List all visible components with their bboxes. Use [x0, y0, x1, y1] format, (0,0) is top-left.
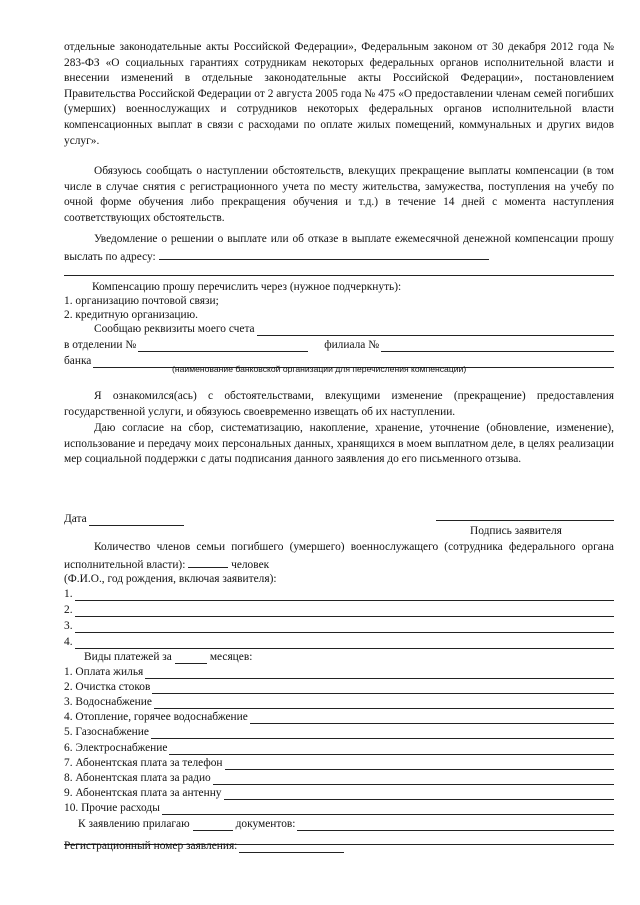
consent-paragraph: Даю согласие на сбор, систематизацию, накопление, хранение, уточнение (обновление, изменение), использование и передачу моих персональных данных, хранящихся в моем выплатном деле, в целях реализации мер социальной поддержки с даты подписания данного заявления до его письменного отзыва.	[64, 422, 614, 466]
date-field[interactable]	[89, 515, 184, 526]
family-row-number: 2.	[64, 604, 73, 616]
payment-label: 9. Абонентская плата за антенну	[64, 787, 222, 799]
family-row-field[interactable]	[75, 638, 614, 649]
attachments-row	[64, 817, 614, 831]
notice-text: Уведомление о решении о выплате или об отказе в выплате ежемесячной денежной компенсации прошу выслать по адресу:	[64, 233, 614, 263]
reg-label: Регистрационный номер заявления:	[64, 840, 238, 852]
filial-field[interactable]	[381, 341, 614, 352]
payment-row	[64, 665, 614, 679]
payment-field[interactable]	[250, 713, 614, 724]
attach-list-field[interactable]	[297, 820, 614, 831]
account-field[interactable]	[257, 325, 614, 336]
reg-row	[64, 839, 344, 853]
payment-row	[64, 695, 614, 709]
transfer-option-bank[interactable]	[64, 308, 614, 322]
payment-field[interactable]	[224, 789, 615, 800]
address-field[interactable]	[159, 248, 489, 260]
branch-label: в отделении №	[64, 339, 137, 351]
attach-count-field[interactable]	[193, 820, 233, 831]
payment-row	[64, 725, 614, 739]
obligation-paragraph: Обязуюсь сообщать о наступлении обстоятельств, влекущих прекращение выплаты компенсации (в том числе в случае снятия с регистрационного учета по месту жительства, замужества, поступления на учебу по очной форме обучения либо прекращения обучения и т.д.) в течение 14 дней с момента наступления соответствующих обстоятельств.	[64, 165, 614, 224]
transfer-prompt-text: Компенсацию прошу перечислить через (нужное подчеркнуть):	[92, 281, 402, 293]
family-row	[64, 603, 614, 617]
payment-field[interactable]	[169, 744, 614, 755]
family-unit: человек	[231, 558, 270, 571]
family-row	[64, 619, 614, 633]
transfer-option-bank-text: 2. кредитную организацию.	[64, 309, 198, 321]
payment-field[interactable]	[151, 728, 614, 739]
reg-number-field[interactable]	[239, 842, 344, 853]
bank-label: банка	[64, 355, 92, 367]
family-row-field[interactable]	[75, 590, 614, 601]
payment-field[interactable]	[213, 774, 614, 785]
family-row	[64, 587, 614, 601]
notice-paragraph	[64, 232, 614, 265]
account-row	[64, 322, 614, 336]
bank-caption: (наименование банковской организации для перечисления компенсации)	[172, 364, 467, 374]
family-count-text: Количество членов семьи погибшего (умершего) военнослужащего (сотрудника федерального органа исполнительной власти):	[64, 541, 614, 571]
payment-row	[64, 741, 614, 755]
payment-label: 5. Газоснабжение	[64, 726, 149, 738]
account-label: Сообщаю реквизиты моего счета	[94, 323, 255, 335]
transfer-option-post-text: 1. организацию почтовой связи;	[64, 295, 219, 307]
family-row-number: 1.	[64, 588, 73, 600]
address-line-2[interactable]	[64, 275, 614, 276]
payments-header	[64, 650, 614, 664]
payments-months-field[interactable]	[175, 653, 207, 664]
intro-paragraph: отдельные законодательные акты Российской Федерации», Федеральным законом от 30 декабря 2012 года № 283-ФЗ «О социальных гарантиях сотрудникам некоторых федеральных органов исполнительной власти и внесении изменений в отдельные законодательные акты Российской Федерации», постановлением Правительства Российской Федерации от 2 августа 2005 года № 475 «О предоставлении членам семей погибших (умерших) военнослужащих и сотрудников некоторых федеральных органов исполнительной власти компенсационных выплат в связи с расходами по оплате жилых помещений, коммунальных и других видов услуг».	[64, 41, 614, 147]
family-row	[64, 635, 614, 649]
payment-label: 1. Оплата жилья	[64, 666, 144, 678]
attach-prefix: К заявлению прилагаю	[78, 818, 190, 830]
signature-field[interactable]	[436, 520, 614, 521]
attach-suffix: документов:	[235, 818, 296, 830]
payment-row	[64, 801, 614, 815]
transfer-prompt	[64, 280, 614, 294]
family-count-paragraph	[64, 540, 614, 573]
transfer-option-post[interactable]	[64, 294, 614, 308]
payment-field[interactable]	[152, 683, 614, 694]
signature-label: Подпись заявителя	[470, 525, 562, 537]
filial-label: филиала №	[324, 339, 380, 351]
acknowledge-paragraph: Я ознакомился(ась) с обстоятельствами, влекущими изменение (прекращение) предоставления государственной услуги, и обязуюсь своевременно извещать об их наступлении.	[64, 390, 614, 418]
payment-label: 8. Абонентская плата за радио	[64, 772, 211, 784]
payment-row	[64, 710, 614, 724]
payments-suffix: месяцев:	[209, 651, 253, 663]
payment-row	[64, 786, 614, 800]
payment-field[interactable]	[154, 698, 614, 709]
payment-field[interactable]	[162, 804, 614, 815]
payment-label: 6. Электроснабжение	[64, 742, 168, 754]
payment-label: 10. Прочие расходы	[64, 802, 160, 814]
payments-prefix: Виды платежей за	[84, 651, 172, 663]
branch-row	[64, 338, 614, 352]
payment-row	[64, 680, 614, 694]
family-count-field[interactable]	[188, 556, 228, 568]
payment-field[interactable]	[225, 759, 614, 770]
payment-label: 7. Абонентская плата за телефон	[64, 757, 223, 769]
family-list-label: (Ф.И.О., год рождения, включая заявителя):	[64, 573, 277, 585]
family-row-field[interactable]	[75, 622, 614, 633]
family-row-field[interactable]	[75, 606, 614, 617]
family-row-number: 4.	[64, 636, 73, 648]
date-row	[64, 512, 184, 526]
payment-field[interactable]	[145, 668, 614, 679]
payment-row	[64, 771, 614, 785]
payment-row	[64, 756, 614, 770]
payment-label: 2. Очистка стоков	[64, 681, 151, 693]
payment-label: 4. Отопление, горячее водоснабжение	[64, 711, 248, 723]
family-row-number: 3.	[64, 620, 73, 632]
branch-field[interactable]	[138, 341, 308, 352]
date-label: Дата	[64, 513, 87, 525]
payment-label: 3. Водоснабжение	[64, 696, 152, 708]
